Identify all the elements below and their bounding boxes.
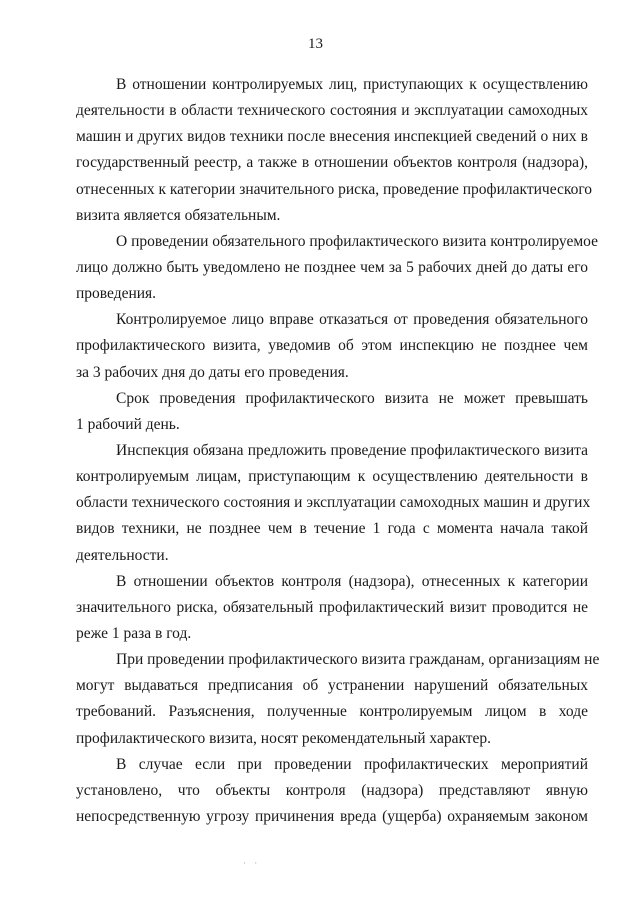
text-line: При проведении профилактического визита гражданам, организациям не [116, 651, 600, 669]
text-line: видов техники, не позднее чем в течение 1 года с момента начала такой [76, 520, 588, 538]
text-line: проведения. [76, 285, 157, 303]
text-line: деятельности в области технического состояния и эксплуатации самоходных [76, 102, 588, 120]
text-line: за 3 рабочих дня до даты его проведения. [76, 363, 349, 381]
page-number: 13 [308, 36, 323, 52]
text-line: визита является обязательным. [76, 206, 281, 224]
text-line: В случае если при проведении профилактических мероприятий [116, 755, 588, 773]
text-line: Инспекция обязана предложить проведение профилактического визита [116, 441, 588, 459]
text-line: могут выдаваться предписания об устранении нарушений обязательных [76, 677, 588, 695]
text-line: непосредственную угрозу причинения вреда (ущерба) охраняемым законом [76, 807, 588, 825]
text-line: Срок проведения профилактического визита не может превышать [116, 389, 588, 407]
text-line: деятельности. [76, 546, 169, 564]
text-line: реже 1 раза в год. [76, 624, 192, 642]
text-line: В отношении контролируемых лиц, приступающих к осуществлению [116, 76, 588, 93]
text-line: требований. Разъяснения, полученные контролируемым лицом в ходе [76, 703, 588, 721]
text-line: значительного риска, обязательный профилактический визит проводится не [76, 598, 588, 616]
text-line: В отношении объектов контроля (надзора), отнесенных к категории [116, 572, 588, 590]
scan-artifact: · · [243, 858, 261, 868]
text-line: контролируемым лицам, приступающим к осуществлению деятельности в [76, 468, 588, 486]
text-line: профилактического визита, носят рекомендательный характер. [76, 729, 492, 747]
text-line: Контролируемое лицо вправе отказаться от проведения обязательного [116, 311, 588, 329]
text-line: лицо должно быть уведомлено не позднее чем за 5 рабочих дней до даты его [76, 258, 588, 276]
paragraph [76, 229, 598, 307]
text-line: государственный реестр, а также в отношении объектов контроля (надзора), [76, 154, 588, 172]
text-line: 1 рабочий день. [76, 415, 180, 433]
paragraph [76, 386, 588, 438]
paragraph [76, 569, 588, 647]
text-line: отнесенных к категории значительного риска, проведение профилактического [76, 180, 593, 198]
body-text [76, 72, 600, 830]
paragraph [76, 307, 588, 385]
text-line: установлено, что объекты контроля (надзора) представляют явную [76, 781, 588, 799]
paragraph [76, 647, 600, 752]
text-line: области технического состояния и эксплуатации самоходных машин и других [76, 494, 591, 512]
text-line: профилактического визита, уведомив об этом инспекцию не позднее чем [76, 337, 588, 355]
paragraph [76, 72, 593, 229]
paragraph [76, 438, 591, 569]
paragraph [76, 752, 588, 830]
text-line: О проведении обязательного профилактического визита контролируемое [116, 232, 598, 250]
text-line: машин и других видов техники после внесения инспекцией сведений о них в [76, 128, 588, 146]
